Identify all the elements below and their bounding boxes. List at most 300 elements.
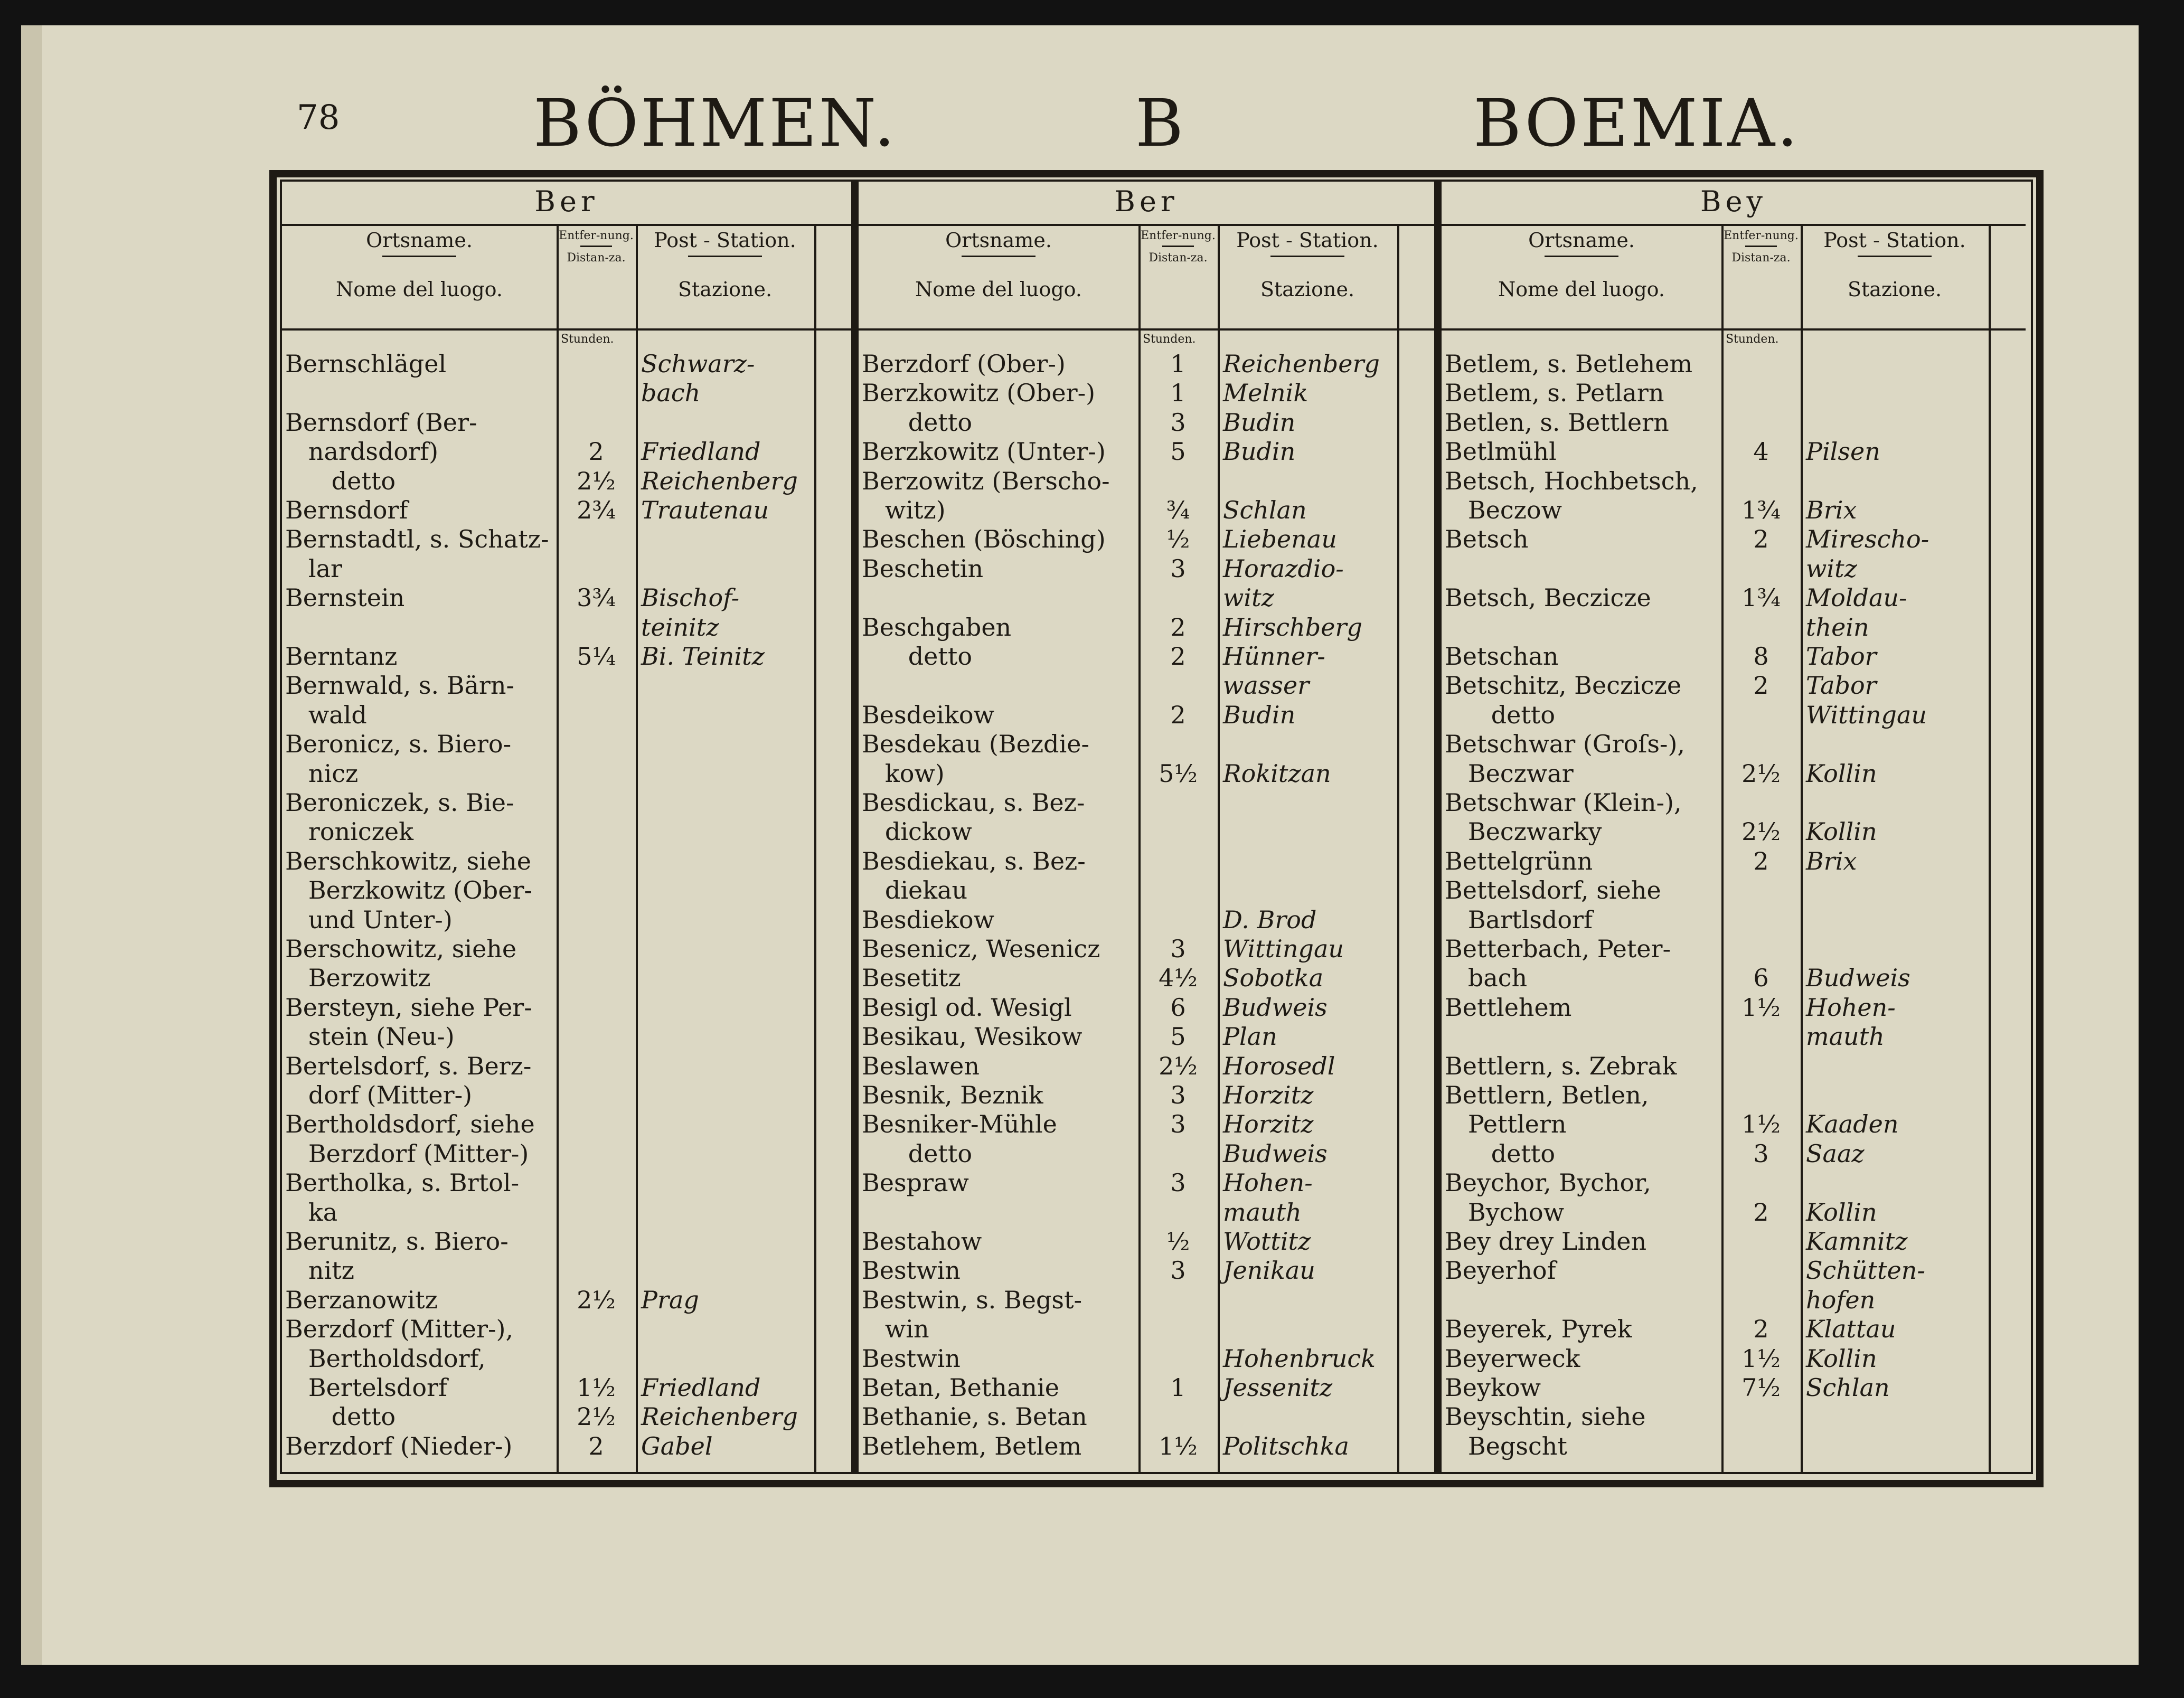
post-station: mauth — [1806, 1022, 1885, 1051]
col-header-name — [859, 229, 1138, 301]
place-name: Beczwarky — [1445, 817, 1602, 846]
table-row — [282, 1315, 851, 1344]
place-name: Bettelsdorf, siehe — [1445, 876, 1661, 905]
place-name: Besenicz, Wesenicz — [862, 935, 1100, 963]
table-row — [282, 905, 851, 935]
place-name: Bettelgrünn — [1445, 846, 1593, 875]
place-name: Berzanowitz — [285, 1285, 438, 1314]
distance-value: 5¼ — [577, 642, 616, 671]
place-name: detto — [862, 408, 973, 437]
place-name: Betlen, s. Bettlern — [1445, 408, 1669, 437]
table-row — [282, 847, 851, 876]
place-name: Betschwar (Klein-), — [1445, 788, 1682, 817]
table-row — [282, 525, 851, 554]
table-row — [282, 1168, 851, 1197]
distance-value: 3 — [1170, 1110, 1186, 1139]
register-block — [282, 180, 851, 1474]
place-name: Betlehem, Betlem — [862, 1431, 1082, 1460]
place-name: und Unter-) — [285, 905, 453, 934]
table-row — [1442, 350, 2026, 379]
place-name: Bertelsdorf, s. Berz- — [285, 1051, 532, 1080]
table-row — [859, 759, 1434, 788]
post-station: witz — [1223, 583, 1274, 612]
distance-value: 3 — [1170, 1081, 1186, 1109]
distance-value: ¾ — [1166, 496, 1190, 524]
place-name: Bettlehem — [1445, 993, 1572, 1022]
place-name: Besigl od. Wesigl — [862, 993, 1072, 1022]
post-station: Reichenberg — [1223, 350, 1380, 378]
post-station: Tabor — [1806, 642, 1877, 671]
place-name: Beyschtin, siehe — [1445, 1402, 1646, 1431]
table-row — [859, 847, 1434, 876]
table-row — [1442, 496, 2026, 525]
header-underline — [1545, 256, 1618, 257]
table-row — [282, 642, 851, 671]
table-row — [282, 935, 851, 964]
post-station: Kollin — [1806, 1344, 1877, 1373]
post-station: Budweis — [1223, 1139, 1328, 1168]
post-station: Prag — [641, 1285, 699, 1314]
table-row — [859, 379, 1434, 408]
post-station: Reichenberg — [641, 1402, 798, 1431]
place-name: dickow — [862, 817, 972, 846]
distance-value: 1½ — [1159, 1431, 1198, 1460]
place-name: Berzkowitz (Ober- — [285, 876, 532, 905]
unit-label: Stunden. — [1143, 333, 1196, 346]
place-name: Bertholka, s. Brtol- — [285, 1168, 520, 1197]
col-header-post-it: Stazione. — [677, 277, 773, 301]
place-name: Beczow — [1445, 496, 1562, 524]
col-header-post-de: Post - Station. — [1823, 229, 1966, 252]
table-row — [282, 964, 851, 993]
post-station: Reichenberg — [641, 466, 798, 495]
block-heading: Ber — [1114, 185, 1179, 218]
table-row — [859, 467, 1434, 496]
table-row — [859, 1139, 1434, 1168]
heading-rule — [1442, 224, 2026, 226]
place-name: Berntanz — [285, 642, 398, 671]
post-station: thein — [1806, 612, 1869, 642]
distance-value: 2 — [1753, 846, 1769, 875]
table-row — [859, 496, 1434, 525]
table-row — [859, 1402, 1434, 1431]
table-row — [1442, 1432, 2026, 1461]
post-station: mauth — [1223, 1197, 1302, 1227]
place-name: Bernsdorf — [285, 496, 408, 524]
header-underline — [580, 246, 612, 247]
place-name: Beyerhof — [1445, 1256, 1556, 1285]
table-row — [859, 935, 1434, 964]
distance-value: 1 — [1170, 1373, 1186, 1402]
distance-value: 3 — [1170, 554, 1186, 583]
post-station: Horazdio- — [1223, 554, 1344, 583]
post-station: wasser — [1223, 671, 1310, 700]
distance-value: 2½ — [577, 1285, 616, 1314]
section-letter: B — [1135, 86, 1186, 162]
page-gutter — [21, 25, 42, 1665]
table-row — [1442, 613, 2026, 642]
col-header-name-it: Nome del luogo. — [1498, 277, 1665, 301]
header-underline — [1270, 256, 1344, 257]
post-station: Wittingau — [1223, 935, 1344, 963]
table-row — [1442, 730, 2026, 759]
place-name: Begscht — [1445, 1431, 1567, 1460]
place-name: stein (Neu-) — [285, 1022, 455, 1051]
table-row — [1442, 408, 2026, 437]
distance-value: 2½ — [1159, 1051, 1198, 1080]
col-header-distance-de: Entfer-nung. — [1724, 229, 1799, 242]
distance-value: 7½ — [1741, 1373, 1781, 1402]
col-header-post-de: Post - Station. — [1236, 229, 1379, 252]
post-station: Brix — [1806, 496, 1857, 524]
place-name: nitz — [285, 1256, 354, 1285]
table-row — [1442, 788, 2026, 817]
table-row — [282, 1022, 851, 1051]
page-number: 78 — [297, 98, 340, 137]
col-header-post-it: Stazione. — [1260, 277, 1355, 301]
distance-value: 6 — [1753, 964, 1769, 993]
table-row — [1442, 1256, 2026, 1285]
table-row — [859, 408, 1434, 437]
table-row — [1442, 437, 2026, 466]
post-station: Hirschberg — [1223, 612, 1362, 642]
table-row — [859, 905, 1434, 935]
table-row — [282, 1286, 851, 1315]
title-italian: BOEMIA. — [1473, 86, 1800, 162]
post-station: Hohen- — [1806, 993, 1896, 1022]
post-station: Hohenbruck — [1223, 1344, 1376, 1373]
place-name: Betsch — [1445, 525, 1529, 554]
post-station: Hünner- — [1223, 642, 1325, 671]
place-name: ka — [285, 1197, 338, 1227]
distance-value: 2 — [1170, 700, 1186, 729]
place-name: Berzdorf (Nieder-) — [285, 1431, 513, 1460]
place-name: Besnik, Beznik — [862, 1081, 1043, 1109]
heading-rule — [859, 224, 1434, 226]
post-station: Plan — [1223, 1022, 1277, 1051]
place-name: Beczwar — [1445, 759, 1574, 788]
table-row — [859, 1256, 1434, 1285]
place-name: Bernstein — [285, 583, 405, 612]
table-row — [859, 1198, 1434, 1227]
table-row — [859, 613, 1434, 642]
table-row — [282, 671, 851, 700]
table-row — [1442, 1022, 2026, 1051]
table-row — [1442, 847, 2026, 876]
table-row — [282, 1227, 851, 1256]
post-station: Jenikau — [1223, 1256, 1315, 1285]
place-name: detto — [285, 1402, 396, 1431]
table-row — [1442, 583, 2026, 612]
distance-value: 2½ — [1741, 759, 1781, 788]
place-name: detto — [862, 642, 973, 671]
table-row — [1442, 671, 2026, 700]
col-header-distance-it: Distan-za. — [1149, 251, 1208, 265]
post-station: Gabel — [641, 1431, 713, 1460]
post-station: Budweis — [1223, 993, 1328, 1022]
distance-value: 2 — [1753, 671, 1769, 700]
place-name: Berzdorf (Ober-) — [862, 350, 1066, 378]
col-header-name-de: Ortsname. — [1528, 229, 1635, 252]
table-row — [1442, 993, 2026, 1022]
post-station: teinitz — [641, 612, 719, 642]
place-name: Bespraw — [862, 1168, 969, 1197]
post-station: Mirescho- — [1806, 525, 1929, 554]
table-row — [1442, 905, 2026, 935]
place-name: Besetitz — [862, 964, 961, 993]
place-name: Betschan — [1445, 642, 1559, 671]
table-row — [1442, 1052, 2026, 1081]
distance-value: 1¾ — [1741, 583, 1781, 612]
post-station: Friedland — [641, 437, 761, 466]
distance-value: 2½ — [577, 466, 616, 495]
distance-value: 5½ — [1159, 759, 1198, 788]
place-name: Bey drey Linden — [1445, 1227, 1647, 1256]
distance-value: 2½ — [577, 1402, 616, 1431]
place-name: Berzowitz (Berscho- — [862, 466, 1110, 495]
place-name: Betschitz, Beczicze — [1445, 671, 1682, 700]
place-name: Berschkowitz, siehe — [285, 846, 532, 875]
place-name: Besdeikow — [862, 700, 994, 729]
header-underline — [688, 256, 762, 257]
post-station: Klattau — [1806, 1315, 1896, 1344]
post-station: Kollin — [1806, 759, 1877, 788]
table-row — [1442, 817, 2026, 846]
post-station: Kollin — [1806, 1197, 1877, 1227]
table-row — [859, 1344, 1434, 1373]
post-station: Bi. Teinitz — [641, 642, 765, 671]
table-row — [1442, 1198, 2026, 1227]
table-row — [282, 1256, 851, 1285]
table-row — [1442, 554, 2026, 583]
header-rule — [282, 328, 851, 331]
table-row — [282, 350, 851, 379]
place-name: Bernsdorf (Ber- — [285, 408, 477, 437]
table-row — [282, 583, 851, 612]
block-separator — [851, 180, 859, 1474]
table-row — [859, 788, 1434, 817]
col-header-distance — [1138, 229, 1218, 265]
title-german: BÖHMEN. — [533, 86, 897, 162]
table-row — [1442, 935, 2026, 964]
table-row — [859, 1315, 1434, 1344]
distance-value: 2 — [588, 1431, 604, 1460]
col-header-post — [636, 229, 814, 301]
place-name: Bertholdsdorf, — [285, 1344, 486, 1373]
col-header-distance-de: Entfer-nung. — [1141, 229, 1216, 242]
table-row — [859, 1432, 1434, 1461]
post-station: bach — [641, 379, 701, 408]
place-name: Berzdorf (Mitter-) — [285, 1139, 529, 1168]
post-station: Trautenau — [641, 496, 769, 524]
table-row — [859, 554, 1434, 583]
col-header-distance — [557, 229, 636, 265]
place-name: win — [862, 1315, 929, 1344]
header-underline — [1858, 256, 1932, 257]
table-row — [1442, 1227, 2026, 1256]
place-name: Besdickau, s. Bez- — [862, 788, 1085, 817]
place-name: Bestwin — [862, 1256, 961, 1285]
distance-value: 1 — [1170, 379, 1186, 408]
place-name: Berzkowitz (Unter-) — [862, 437, 1106, 466]
post-station: Budin — [1223, 437, 1296, 466]
distance-value: 3¾ — [577, 583, 616, 612]
place-name: diekau — [862, 876, 968, 905]
post-station: hofen — [1806, 1285, 1876, 1314]
table-row — [859, 671, 1434, 700]
table-row — [859, 964, 1434, 993]
place-name: Beychor, Bychor, — [1445, 1168, 1651, 1197]
place-name: Berzowitz — [285, 964, 431, 993]
table-row — [1442, 525, 2026, 554]
distance-value: 5 — [1170, 437, 1186, 466]
table-row — [859, 437, 1434, 466]
place-name: Betlmühl — [1445, 437, 1557, 466]
table-row — [859, 730, 1434, 759]
place-name: Berschowitz, siehe — [285, 935, 517, 963]
table-row — [282, 613, 851, 642]
distance-value: 4 — [1753, 437, 1769, 466]
table-row — [282, 1373, 851, 1402]
place-name: bach — [1445, 964, 1528, 993]
table-row — [1442, 467, 2026, 496]
place-name: Besniker-Mühle — [862, 1110, 1057, 1139]
distance-value: 3 — [1170, 935, 1186, 963]
post-station: Schlan — [1806, 1373, 1890, 1402]
distance-value: 3 — [1170, 1168, 1186, 1197]
post-station: Tabor — [1806, 671, 1877, 700]
table-row — [1442, 1315, 2026, 1344]
place-name: Bestahow — [862, 1227, 982, 1256]
place-name: wald — [285, 700, 367, 729]
table-row — [282, 1110, 851, 1139]
place-name: Bychow — [1445, 1197, 1565, 1227]
distance-value: 2 — [1753, 1197, 1769, 1227]
table-row — [1442, 1344, 2026, 1373]
place-name: Berzkowitz (Ober-) — [862, 379, 1096, 408]
header-underline — [382, 256, 456, 257]
post-station: Horosedl — [1223, 1051, 1335, 1080]
distance-value: 8 — [1753, 642, 1769, 671]
table-row — [282, 817, 851, 846]
distance-value: 2¾ — [577, 496, 616, 524]
table-row — [282, 1344, 851, 1373]
distance-value: 3 — [1170, 408, 1186, 437]
distance-value: 1½ — [1741, 993, 1781, 1022]
distance-value: 3 — [1170, 1256, 1186, 1285]
table-row — [282, 993, 851, 1022]
place-name: Betsch, Hochbetsch, — [1445, 466, 1698, 495]
place-name: Betschwar (Groſs-), — [1445, 730, 1686, 759]
table-row — [1442, 701, 2026, 730]
post-station: Budweis — [1806, 964, 1910, 993]
post-station: Jessenitz — [1223, 1373, 1333, 1402]
place-name: Besdiekow — [862, 905, 994, 934]
table-row — [1442, 1402, 2026, 1431]
post-station: Budin — [1223, 700, 1296, 729]
register-block — [859, 180, 1434, 1474]
distance-value: 2 — [588, 437, 604, 466]
table-row — [282, 1081, 851, 1110]
table-row — [859, 876, 1434, 905]
table-row — [282, 1052, 851, 1081]
distance-value: 6 — [1170, 993, 1186, 1022]
post-station: Kaaden — [1806, 1110, 1899, 1139]
table-row — [859, 1110, 1434, 1139]
post-station: Friedland — [641, 1373, 761, 1402]
place-name: Besdiekau, s. Bez- — [862, 846, 1086, 875]
col-header-post-it: Stazione. — [1847, 277, 1942, 301]
header-underline — [1162, 246, 1194, 247]
table-row — [1442, 759, 2026, 788]
place-name: lar — [285, 554, 342, 583]
post-station: Schwarz- — [641, 350, 755, 378]
place-name: Bertelsdorf — [285, 1373, 448, 1402]
post-station: Brix — [1806, 846, 1857, 875]
post-station: Horzitz — [1223, 1081, 1314, 1109]
place-name: Betlem, s. Petlarn — [1445, 379, 1664, 408]
distance-value: 2½ — [1741, 817, 1781, 846]
place-name: Bertholdsdorf, siehe — [285, 1110, 535, 1139]
col-header-distance-it: Distan-za. — [567, 251, 626, 265]
place-name: Pettlern — [1445, 1110, 1567, 1139]
table-row — [859, 701, 1434, 730]
place-name: Bernschlägel — [285, 350, 447, 378]
table-row — [1442, 1081, 2026, 1110]
place-name: Beschetin — [862, 554, 984, 583]
distance-value: ½ — [1166, 1227, 1190, 1256]
col-header-distance — [1721, 229, 1801, 265]
place-name: dorf (Mitter-) — [285, 1081, 473, 1109]
post-station: Hohen- — [1223, 1168, 1313, 1197]
place-name: nardsdorf) — [285, 437, 439, 466]
place-name: Betsch, Beczicze — [1445, 583, 1651, 612]
table-row — [859, 993, 1434, 1022]
place-name: Beschen (Bösching) — [862, 525, 1106, 554]
distance-value: 1½ — [577, 1373, 616, 1402]
distance-value: 2 — [1753, 1315, 1769, 1344]
table-row — [282, 1139, 851, 1168]
place-name: roniczek — [285, 817, 413, 846]
table-row — [859, 350, 1434, 379]
post-station: Kollin — [1806, 817, 1877, 846]
col-header-post-de: Post - Station. — [654, 229, 796, 252]
table-row — [282, 408, 851, 437]
post-station: Moldau- — [1806, 583, 1907, 612]
col-header-post — [1801, 229, 1989, 301]
table-row — [1442, 964, 2026, 993]
header-underline — [1745, 246, 1777, 247]
distance-value: 2 — [1170, 612, 1186, 642]
post-station: Saaz — [1806, 1139, 1865, 1168]
place-name: detto — [1445, 700, 1556, 729]
distance-value: ½ — [1166, 525, 1190, 554]
distance-value: 5 — [1170, 1022, 1186, 1051]
distance-value: 4½ — [1159, 964, 1198, 993]
place-name: Besikau, Wesikow — [862, 1022, 1082, 1051]
table-row — [859, 642, 1434, 671]
table-row — [1442, 642, 2026, 671]
distance-value: 1½ — [1741, 1110, 1781, 1139]
place-name: Berunitz, s. Biero- — [285, 1227, 509, 1256]
place-name: detto — [1445, 1139, 1556, 1168]
place-name: Beschgaben — [862, 612, 1012, 642]
table-row — [859, 1022, 1434, 1051]
distance-value: 2 — [1753, 525, 1769, 554]
distance-value: 1¾ — [1741, 496, 1781, 524]
place-name: detto — [285, 466, 396, 495]
table-row — [282, 759, 851, 788]
